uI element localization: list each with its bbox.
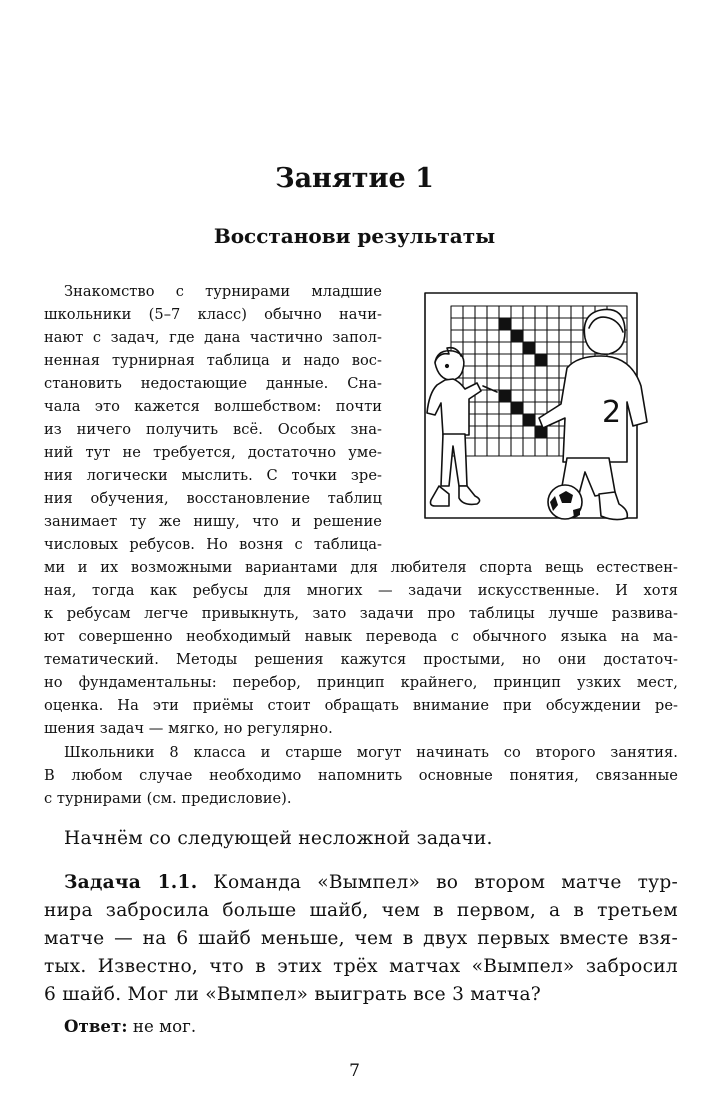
text-line: но фундаментальны: перебор, принцип крайнего, принцип узких мест, (44, 674, 678, 691)
text-line: нают с задач, где дана частично запол- (44, 329, 382, 346)
text-line: школьники (5–7 класс) обычно начи- (44, 306, 382, 323)
text-line: становить недостающие данные. Сна- (44, 375, 382, 392)
text-line: к ребусам легче привыкнуть, зато задачи про таблицы лучше развива- (44, 605, 678, 622)
answer-label: Ответ: (64, 1016, 128, 1036)
text-line: ют совершенно необходимый навык перевода с обычного языка на ма- (44, 628, 678, 645)
jersey-number: 2 (602, 395, 622, 430)
text-line: 6 шайб. Мог ли «Вымпел» выиграть все 3 матча? (44, 984, 541, 1005)
text-line: ми и их возможными вариантами для любителя спорта вещь естествен- (44, 559, 678, 576)
answer-text: не мог. (127, 1017, 197, 1036)
text-line: из ничего получить всё. Особых зна- (44, 421, 382, 438)
chapter-title: Занятие 1 (275, 163, 434, 194)
text-line: ная, тогда как ребусы для многих — задачи искусственные. И хотя (44, 582, 678, 599)
page-number: 7 (349, 1061, 360, 1081)
text-line: тых. Известно, что в этих трёх матчах «Вымпел» забросил (44, 956, 678, 977)
text-line: нира забросила больше шайб, чем в первом, а в третьем (44, 900, 678, 921)
text-line: оценка. На эти приёмы стоит обращать внимание при обсуждении ре- (44, 697, 678, 714)
text-line: Знакомство с турнирами младшие (64, 283, 382, 300)
text-line: числовых ребусов. Но возня с таблица- (44, 536, 382, 553)
tournament-illustration (413, 288, 649, 550)
problem-label: Задача 1.1. (64, 872, 198, 893)
problem-first-line (64, 872, 678, 893)
lead-text: Начнём со следующей несложной задачи. (64, 828, 493, 849)
text-line: ний тут не требуется, достаточно уме- (44, 444, 382, 461)
text-line: с турнирами (см. предисловие). (44, 790, 292, 807)
answer-line (64, 1016, 196, 1036)
text-line: В любом случае необходимо напомнить основные понятия, связанные (44, 767, 678, 784)
text-line: шения задач — мягко, но регулярно. (44, 720, 333, 737)
soccer-ball (548, 485, 582, 519)
section-title: Восстанови результаты (213, 224, 496, 248)
text-line: занимает ту же нишу, что и решение (44, 513, 382, 530)
text-line: Школьники 8 класса и старше могут начинать со второго занятия. (64, 744, 678, 761)
text-line: тематический. Методы решения кажутся простыми, но они достаточ- (44, 651, 678, 668)
problem-text: Команда «Вымпел» во втором матче тур- (197, 872, 679, 893)
text-line: ния обучения, восстановление таблиц (44, 490, 382, 507)
text-line: чала это кажется волшебством: почти (44, 398, 382, 415)
text-line: ненная турнирная таблица и надо вос- (44, 352, 382, 369)
text-line: ния логически мыслить. С точки зре- (44, 467, 382, 484)
text-line: матче — на 6 шайб меньше, чем в двух первых вместе взя- (44, 928, 678, 949)
